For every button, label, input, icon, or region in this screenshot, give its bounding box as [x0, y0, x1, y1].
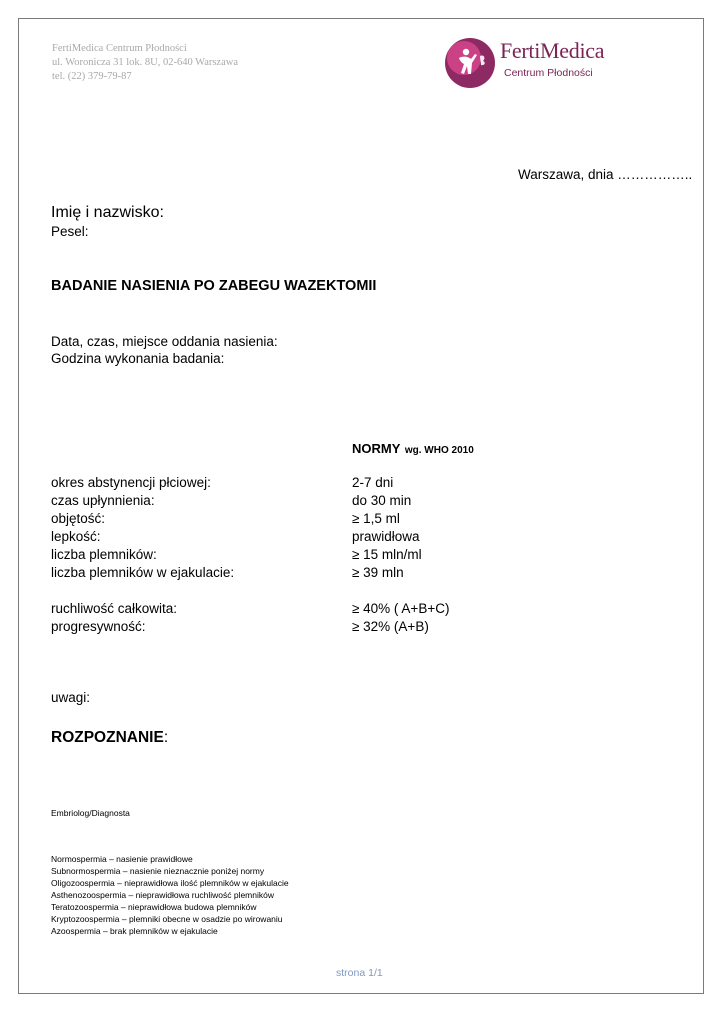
clinic-address: ul. Woronicza 31 lok. 8U, 02-640 Warszawa — [52, 57, 239, 68]
param-label: liczba plemników: — [51, 547, 157, 562]
logo-emblem-icon — [444, 36, 496, 90]
glossary-item: Azoospermia – brak plemników w ejakulacie — [51, 926, 218, 936]
norms-header-sub: wg. WHO 2010 — [404, 445, 474, 456]
glossary-item: Teratozoospermia – nieprawidłowa budowa plemników — [51, 902, 257, 912]
diagnosis-colon: : — [163, 729, 169, 746]
param-label: objętość: — [51, 511, 106, 526]
glossary-item: Oligozoospermia – nieprawidłowa ilość plemników w ejakulacie — [51, 878, 289, 888]
param-norm: 2-7 dni — [352, 475, 394, 490]
param-norm: ≥ 1,5 ml — [352, 511, 400, 526]
motility-label: progresywność: — [51, 619, 146, 634]
param-label: okres abstynencji płciowej: — [51, 475, 211, 490]
norms-header-main: NORMY — [352, 441, 401, 456]
clinic-phone: tel. (22) 379-79-87 — [52, 71, 132, 82]
param-norm: prawidłowa — [352, 529, 420, 544]
pesel-label: Pesel: — [51, 224, 89, 239]
motility-label: ruchliwość całkowita: — [51, 601, 178, 616]
glossary-item: Asthenozoospermia – nieprawidłowa ruchliwość plemników — [51, 890, 274, 900]
collection-label: Data, czas, miejsce oddania nasienia: — [51, 334, 278, 349]
logo-subtitle: Centrum Płodności — [504, 67, 593, 79]
param-norm: ≥ 15 mln/ml — [352, 547, 422, 562]
date-line: Warszawa, dnia …………….. — [518, 167, 693, 182]
param-norm: ≥ 39 mln — [352, 565, 404, 580]
exam-time-label: Godzina wykonania badania: — [51, 351, 225, 366]
diagnosis-label — [51, 729, 168, 747]
page-number: strona 1/1 — [336, 967, 383, 979]
diagnosis-text: ROZPOZNANIE — [51, 729, 164, 746]
clinic-name: FertiMedica Centrum Płodności — [52, 43, 187, 54]
motility-norm: ≥ 40% ( A+B+C) — [352, 601, 450, 616]
signature-label: Embriolog/Diagnosta — [51, 808, 130, 818]
norms-header — [352, 440, 474, 458]
param-label: czas upłynnienia: — [51, 493, 155, 508]
glossary-item: Subnormospermia – nasienie nieznacznie poniżej normy — [51, 866, 265, 876]
remarks-label: uwagi: — [51, 690, 91, 705]
motility-norm: ≥ 32% (A+B) — [352, 619, 429, 634]
fertimedica-logo — [444, 36, 604, 90]
logo-brand-name: FertiMedica — [500, 38, 605, 63]
glossary-item: Kryptozoospermia – plemniki obecne w osadzie po wirowaniu — [51, 914, 283, 924]
param-label: liczba plemników w ejakulacie: — [51, 565, 235, 580]
param-label: lepkość: — [51, 529, 101, 544]
param-norm: do 30 min — [352, 493, 412, 508]
name-label: Imię i nazwisko: — [51, 204, 164, 221]
glossary-item: Normospermia – nasienie prawidłowe — [51, 854, 193, 864]
document-title: BADANIE NASIENIA PO ZABEGU WAZEKTOMII — [51, 278, 377, 294]
